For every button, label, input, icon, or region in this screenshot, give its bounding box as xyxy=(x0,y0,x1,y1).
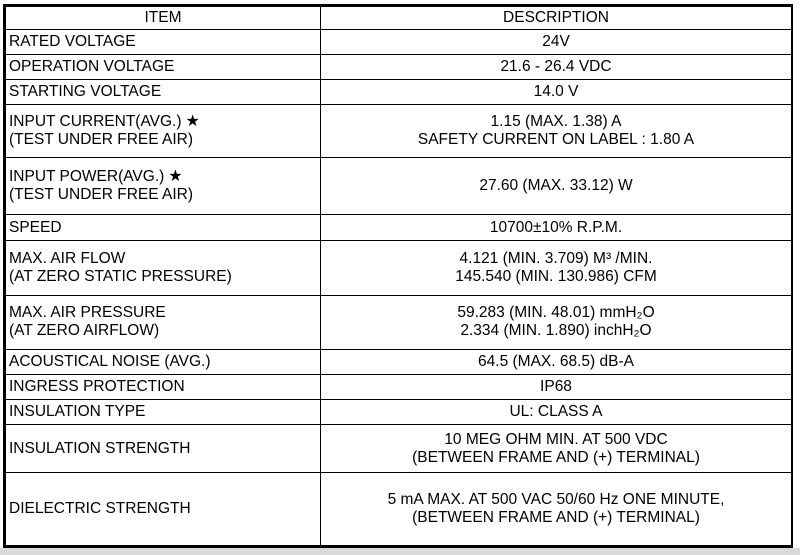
item-cell xyxy=(6,158,321,215)
item-label: (TEST UNDER FREE AIR) xyxy=(9,186,194,204)
description-text: 2.334 (MIN. 1.890) inchH₂O xyxy=(460,322,652,340)
description-cell xyxy=(321,158,792,215)
table-row xyxy=(6,158,792,215)
description-cell xyxy=(321,295,792,349)
item-text xyxy=(9,378,316,396)
item-cell xyxy=(6,215,321,241)
item-label: INSULATION TYPE xyxy=(9,403,146,421)
item-text xyxy=(9,322,316,340)
item-text xyxy=(9,131,316,149)
item-label: INPUT CURRENT(AVG.) xyxy=(9,113,182,131)
item-text xyxy=(9,168,316,186)
table-row xyxy=(6,400,792,425)
table-row xyxy=(6,105,792,158)
description-cell xyxy=(321,80,792,105)
item-label: DIELECTRIC STRENGTH xyxy=(9,499,191,517)
table-row xyxy=(6,295,792,349)
item-text xyxy=(9,353,316,371)
table-row xyxy=(6,80,792,105)
description-text: 4.121 (MIN. 3.709) M³ /MIN. xyxy=(459,249,653,267)
table-row xyxy=(6,349,792,374)
description-text: 10 MEG OHM MIN. AT 500 VDC xyxy=(444,430,668,448)
table-row xyxy=(6,425,792,473)
item-label: MAX. AIR FLOW xyxy=(9,249,126,267)
spec-body xyxy=(6,30,792,546)
item-cell xyxy=(6,295,321,349)
item-text xyxy=(9,440,316,458)
description-text: (BETWEEN FRAME AND (+) TERMINAL) xyxy=(412,508,700,526)
item-cell xyxy=(6,400,321,425)
table-row xyxy=(6,375,792,400)
item-cell xyxy=(6,472,321,545)
header-description: DESCRIPTION xyxy=(321,7,792,30)
item-cell xyxy=(6,241,321,295)
item-text xyxy=(9,500,316,518)
item-cell xyxy=(6,55,321,80)
item-label: STARTING VOLTAGE xyxy=(9,83,162,101)
item-label: (TEST UNDER FREE AIR) xyxy=(9,131,194,149)
description-cell xyxy=(321,30,792,55)
item-label: RATED VOLTAGE xyxy=(9,33,136,51)
item-text xyxy=(9,33,316,51)
table-row xyxy=(6,241,792,295)
description-text: (BETWEEN FRAME AND (+) TERMINAL) xyxy=(412,448,700,466)
description-cell xyxy=(321,55,792,80)
description-text: 145.540 (MIN. 130.986) CFM xyxy=(455,267,657,285)
description-text: 5 mA MAX. AT 500 VAC 50/60 Hz ONE MINUTE, xyxy=(387,490,725,508)
item-label: OPERATION VOLTAGE xyxy=(9,58,175,76)
description-cell xyxy=(321,472,792,545)
item-label: (AT ZERO AIRFLOW) xyxy=(9,322,160,340)
item-label: MAX. AIR PRESSURE xyxy=(9,304,166,322)
item-cell xyxy=(6,105,321,158)
item-text xyxy=(9,83,316,101)
item-label: SPEED xyxy=(9,218,62,236)
page-bottom-edge xyxy=(0,548,800,555)
description-cell xyxy=(321,105,792,158)
description-cell xyxy=(321,241,792,295)
description-text: 14.0 V xyxy=(533,83,579,101)
item-text xyxy=(9,113,316,131)
description-text: 1.15 (MAX. 1.38) A xyxy=(490,113,622,131)
table-row xyxy=(6,30,792,55)
item-label: INSULATION STRENGTH xyxy=(9,439,191,457)
description-text: SAFETY CURRENT ON LABEL : 1.80 A xyxy=(417,131,695,149)
item-cell xyxy=(6,425,321,473)
description-cell xyxy=(321,425,792,473)
item-text xyxy=(9,219,316,237)
item-text xyxy=(9,250,316,268)
description-text: 24V xyxy=(542,33,570,51)
description-text: IP68 xyxy=(540,378,572,396)
star-icon: ★ xyxy=(168,168,183,186)
item-cell xyxy=(6,30,321,55)
item-label: INPUT POWER(AVG.) xyxy=(9,168,165,186)
item-label: ACOUSTICAL NOISE (AVG.) xyxy=(9,353,211,370)
item-label: (AT ZERO STATIC PRESSURE) xyxy=(9,267,232,285)
description-text: 59.283 (MIN. 48.01) mmH₂O xyxy=(457,304,655,322)
spec-table xyxy=(5,6,792,546)
item-cell xyxy=(6,349,321,374)
item-text xyxy=(9,186,316,204)
item-cell xyxy=(6,375,321,400)
item-cell xyxy=(6,80,321,105)
description-cell xyxy=(321,400,792,425)
item-text xyxy=(9,268,316,286)
description-text: UL: CLASS A xyxy=(509,403,603,421)
item-label: INGRESS PROTECTION xyxy=(9,378,185,396)
star-icon: ★ xyxy=(185,113,200,131)
header-item: ITEM xyxy=(6,7,321,30)
table-row xyxy=(6,215,792,241)
item-text xyxy=(9,403,316,421)
table-row xyxy=(6,55,792,80)
table-row xyxy=(6,472,792,545)
description-text: 27.60 (MAX. 33.12) W xyxy=(479,177,633,195)
description-cell xyxy=(321,375,792,400)
header-row xyxy=(6,7,792,30)
item-text xyxy=(9,58,316,76)
description-cell xyxy=(321,349,792,374)
description-cell xyxy=(321,215,792,241)
item-text xyxy=(9,304,316,322)
description-text: 10700±10% R.P.M. xyxy=(489,218,623,236)
description-text: 64.5 (MAX. 68.5) dB-A xyxy=(478,353,634,370)
description-text: 21.6 - 26.4 VDC xyxy=(500,58,612,76)
